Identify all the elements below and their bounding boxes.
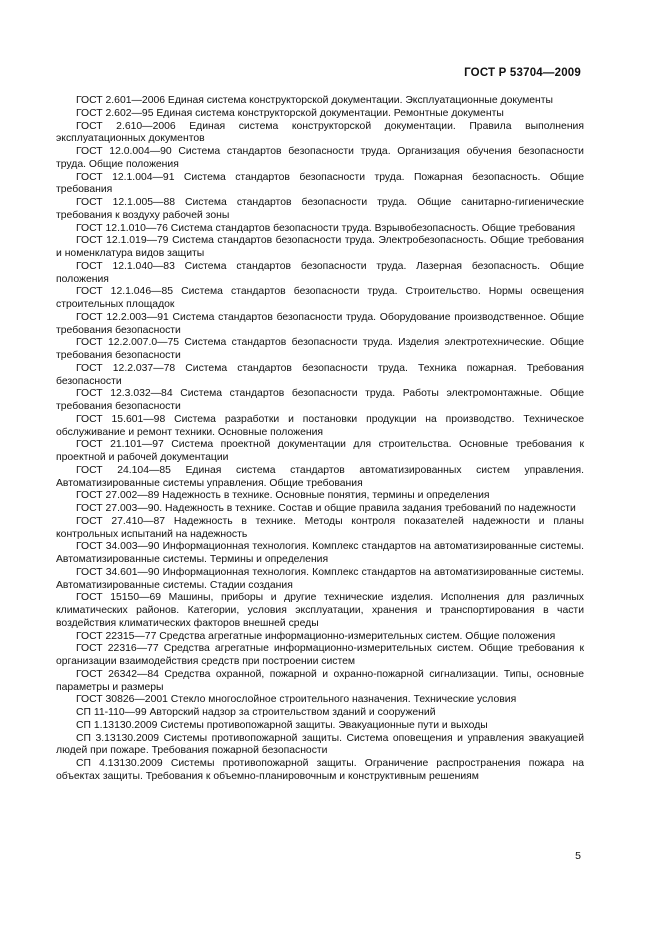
- reference-entry: ГОСТ 12.2.037—78 Система стандартов безопасности труда. Техника пожарная. Требования безопасности: [56, 362, 584, 387]
- reference-entry: ГОСТ 34.003—90 Информационная технология. Комплекс стандартов на автоматизированные системы. Автоматизированные системы. Термины и определения: [56, 541, 584, 565]
- reference-entry: ГОСТ 27.410—87 Надежность в технике. Методы контроля показателей надежности и планы контрольных испытаний на надежность: [56, 515, 584, 540]
- reference-entry: ГОСТ 15.601—98 Система разработки и постановки продукции на производство. Техническое обслуживание и ремонт техники. Основные положения: [56, 413, 584, 438]
- reference-entry: ГОСТ 27.002—89 Надежность в технике. Основные понятия, термины и определения: [76, 490, 490, 502]
- reference-entry: ГОСТ 21.101—97 Система проектной документации для строительства. Основные требования к проектной и рабочей документации: [56, 439, 584, 463]
- reference-entry: ГОСТ 12.3.032—84 Система стандартов безопасности труда. Работы электромонтажные. Общие требования безопасности: [56, 388, 584, 412]
- reference-entry: ГОСТ 12.0.004—90 Система стандартов безопасности труда. Организация обучения безопасности труда. Общие положения: [56, 146, 584, 170]
- reference-entry: ГОСТ 2.601—2006 Единая система конструкторской документации. Эксплуатационные документы: [76, 95, 554, 106]
- reference-entry: ГОСТ 24.104—85 Единая система стандартов автоматизированных систем управления. Автоматизированные системы управления. Общие требования: [56, 464, 584, 489]
- reference-entry: ГОСТ 30826—2001 Стекло многослойное строительного назначения. Технические условия: [76, 694, 517, 706]
- reference-entry: ГОСТ 27.003—90. Надежность в технике. Состав и общие правила задания требований по надежности: [76, 503, 576, 514]
- reference-entry: СП 3.13130.2009 Системы противопожарной защиты. Система оповещения и управления эвакуацией людей при пожаре. Требования пожарной безопасности: [56, 732, 584, 757]
- reference-entry: ГОСТ 2.602—95 Единая система конструкторской документации. Ремонтные документы: [76, 107, 504, 119]
- reference-entry: ГОСТ 12.2.003—91 Система стандартов безопасности труда. Оборудование производственное. Общие требования безопасности: [56, 311, 584, 336]
- reference-entry: ГОСТ 12.1.019—79 Система стандартов безопасности труда. Электробезопасность. Общие требования и номенклатура видов защиты: [56, 235, 584, 259]
- reference-entry: ГОСТ 12.1.010—76 Система стандартов безопасности труда. Взрывобезопасность. Общие требования: [76, 222, 576, 234]
- reference-entry: СП 11-110—99 Авторский надзор за строительством зданий и сооружений: [76, 707, 436, 718]
- reference-entry: ГОСТ 22315—77 Средства агрегатные информационно-измерительных систем. Общие положения: [76, 630, 556, 642]
- document-header: ГОСТ Р 53704—2009: [464, 67, 581, 79]
- reference-entry: ГОСТ 26342—84 Средства охранной, пожарной и охранно-пожарной сигнализации. Типы, основные параметры и размеры: [56, 668, 584, 693]
- reference-entry: ГОСТ 22316—77 Средства агрегатные информационно-измерительных систем. Общие требования к организации взаимодействия средств при построении систем: [56, 643, 584, 667]
- reference-entry: ГОСТ 2.610—2006 Единая система конструкторской документации. Правила выполнения эксплуатационных документов: [56, 120, 584, 145]
- reference-entry: СП 1.13130.2009 Системы противопожарной защиты. Эвакуационные пути и выходы: [76, 719, 488, 731]
- reference-entry: ГОСТ 34.601—90 Информационная технология. Комплекс стандартов на автоматизированные системы. Автоматизированные системы. Стадии создания: [56, 566, 584, 591]
- reference-entry: СП 4.13130.2009 Системы противопожарной защиты. Ограничение распространения пожара на объектах защиты. Требования к объемно-планировочным и конструктивным решениям: [56, 758, 584, 782]
- normative-references-list: [56, 95, 584, 784]
- reference-entry: ГОСТ 12.1.046—85 Система стандартов безопасности труда. Строительство. Нормы освещения строительных площадок: [56, 286, 584, 310]
- reference-entry: ГОСТ 12.1.005—88 Система стандартов безопасности труда. Общие санитарно-гигиенические требования к воздуху рабочей зоны: [56, 197, 584, 221]
- reference-entry: ГОСТ 12.2.007.0—75 Система стандартов безопасности труда. Изделия электротехнические. Общие требования безопасности: [56, 337, 584, 361]
- reference-entry: ГОСТ 12.1.004—91 Система стандартов безопасности труда. Пожарная безопасность. Общие требования: [56, 171, 584, 196]
- page-number: 5: [575, 850, 581, 862]
- reference-entry: ГОСТ 15150—69 Машины, приборы и другие технические изделия. Исполнения для различных климатических районов. Категории, условия эксплуатации, хранения и транспортирования в части воздействия климатических факторов внешней среды: [56, 592, 584, 629]
- reference-entry: ГОСТ 12.1.040—83 Система стандартов безопасности труда. Лазерная безопасность. Общие положения: [56, 260, 584, 285]
